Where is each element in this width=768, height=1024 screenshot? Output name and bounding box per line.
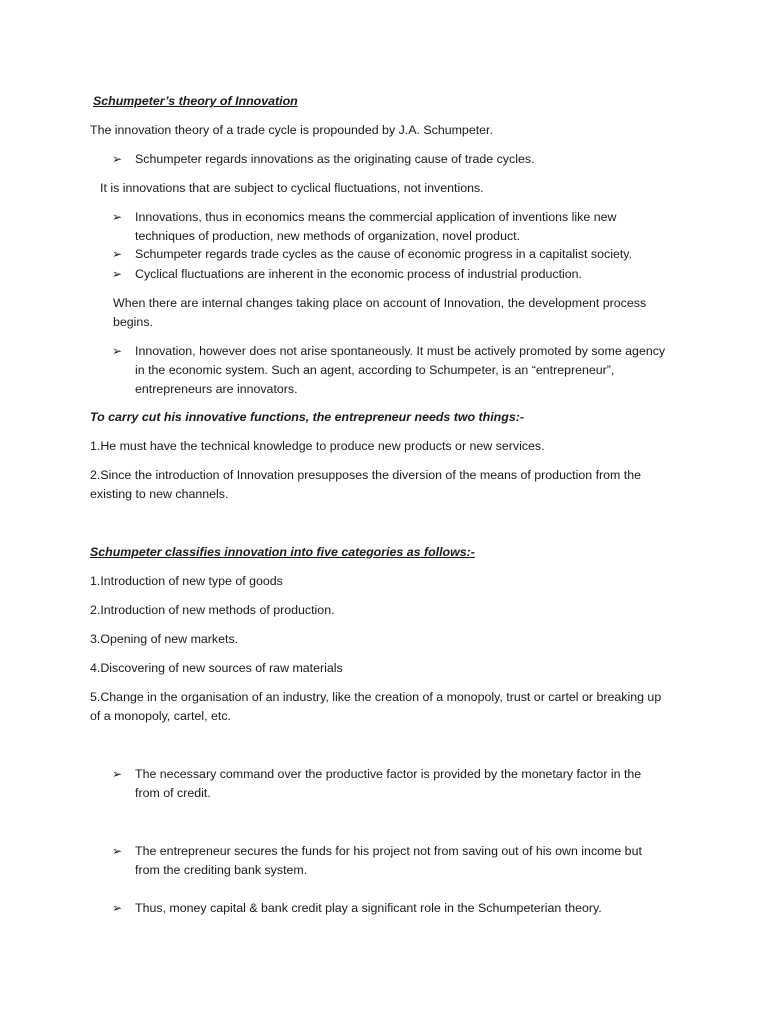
bullet-text: The entrepreneur secures the funds for his project not from saving out of his own income but: [135, 844, 642, 858]
bullet-arrow-icon: ➢: [112, 844, 123, 858]
bullet-arrow-icon: ➢: [112, 210, 123, 224]
numbered-item: existing to new channels.: [90, 487, 229, 501]
bullet-text: The necessary command over the productive factor is provided by the monetary factor in the: [135, 767, 642, 781]
bullet-arrow-icon: ➢: [112, 901, 123, 915]
numbered-item: 1.He must have the technical knowledge to produce new products or new services.: [90, 439, 545, 453]
bullet-arrow-icon: ➢: [112, 152, 123, 166]
bullet-text: Thus, money capital & bank credit play a significant role in the Schumpeterian theory.: [135, 901, 602, 915]
bullet-text: Cyclical fluctuations are inherent in the economic process of industrial production.: [135, 267, 582, 281]
bullet-arrow-icon: ➢: [112, 767, 123, 781]
intro-paragraph: The innovation theory of a trade cycle is propounded by J.A. Schumpeter.: [90, 123, 493, 137]
paragraph-development-process: begins.: [113, 315, 153, 329]
category-item: 2.Introduction of new methods of production.: [90, 603, 335, 617]
category-item: 5.Change in the organisation of an industry, like the creation of a monopoly, trust or cartel or breaking up: [90, 690, 662, 704]
paragraph-innovations-vs-inventions: It is innovations that are subject to cyclical fluctuations, not inventions.: [100, 181, 484, 195]
bullet-text: Schumpeter regards trade cycles as the cause of economic progress in a capitalist society.: [135, 247, 633, 261]
document-heading: Schumpeter’s theory of Innovation: [93, 94, 298, 108]
category-item: 3.Opening of new markets.: [90, 632, 239, 646]
category-item: of a monopoly, cartel, etc.: [90, 709, 231, 723]
subheading-five-categories: Schumpeter classifies innovation into five categories as follows:-: [90, 545, 475, 559]
bullet-text: Schumpeter regards innovations as the originating cause of trade cycles.: [135, 152, 535, 166]
numbered-item: 2.Since the introduction of Innovation presupposes the diversion of the means of production from the: [90, 468, 642, 482]
subheading-entrepreneur-needs: To carry cut his innovative functions, the entrepreneur needs two things:-: [90, 410, 524, 424]
bullet-text: from the crediting bank system.: [135, 863, 308, 877]
category-item: 4.Discovering of new sources of raw materials: [90, 661, 343, 675]
bullet-text: Innovations, thus in economics means the commercial application of inventions like new: [135, 210, 617, 224]
bullet-arrow-icon: ➢: [112, 344, 123, 358]
bullet-text: Innovation, however does not arise spontaneously. It must be actively promoted by some agency: [135, 344, 666, 358]
bullet-arrow-icon: ➢: [112, 267, 123, 281]
paragraph-development-process: When there are internal changes taking place on account of Innovation, the development process: [113, 296, 647, 310]
bullet-text: from of credit.: [135, 786, 211, 800]
category-item: 1.Introduction of new type of goods: [90, 574, 283, 588]
bullet-arrow-icon: ➢: [112, 247, 123, 261]
bullet-text: techniques of production, new methods of organization, novel product.: [135, 229, 521, 243]
bullet-text: in the economic system. Such an agent, according to Schumpeter, is an “entrepreneur”,: [135, 363, 615, 377]
bullet-text: entrepreneurs are innovators.: [135, 382, 298, 396]
